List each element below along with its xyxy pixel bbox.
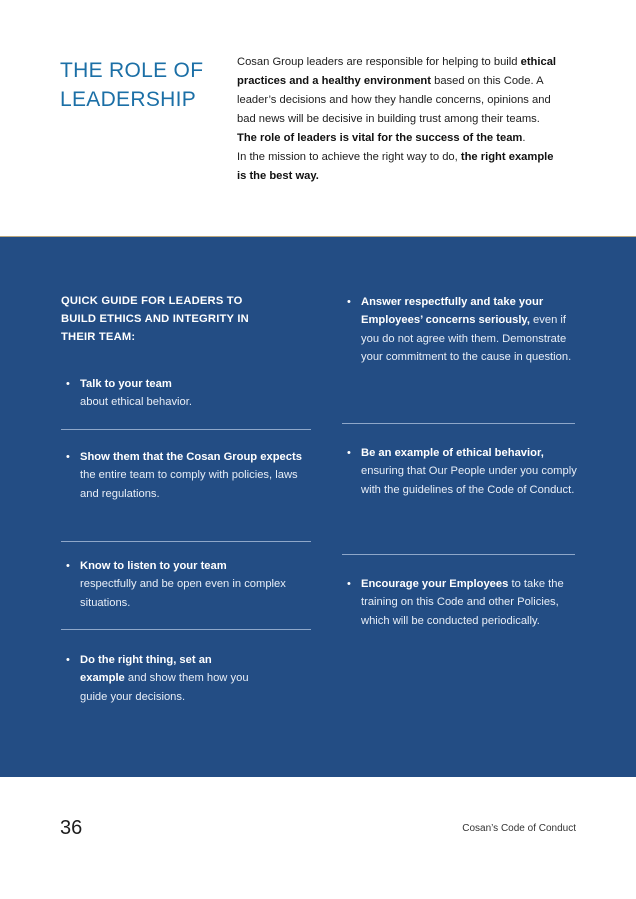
guide-item-bold: Encourage your Employees: [361, 578, 509, 590]
section-title-line2: LEADERSHIP: [60, 88, 197, 111]
bullet-icon: •: [66, 654, 70, 666]
guide-item-bold: Show them that the Cosan Group expects: [80, 451, 302, 463]
intro-p1-text-c: based on this Code. A leader’s decisions and how they handle concerns, opinions and bad news will be decisive in building trust among their teams.: [237, 75, 551, 125]
guide-item-text: the entire team to comply with policies, laws and regulations.: [80, 469, 298, 500]
bullet-icon: •: [347, 296, 351, 308]
bullet-icon: •: [66, 451, 70, 463]
guide-item-bold: Talk to your team: [80, 378, 172, 390]
intro-p2-bold: The role of leaders is vital for the success of the team: [237, 132, 523, 144]
guide-item-text: respectfully and be open even in complex situations.: [80, 578, 286, 609]
intro-paragraph-2: [237, 129, 557, 148]
divider: [342, 423, 575, 424]
intro-text: [237, 53, 557, 186]
divider: [61, 541, 311, 542]
guide-item-example: [347, 444, 583, 499]
intro-paragraph-3: [237, 148, 557, 186]
divider: [61, 629, 311, 630]
bullet-icon: •: [66, 378, 70, 390]
intro-p2-text: .: [522, 132, 526, 144]
guide-item-text: ensuring that Our People under you comply with the guidelines of the Code of Conduct.: [361, 465, 577, 496]
intro-paragraph-1: [237, 53, 557, 129]
guide-item-bold: Answer respectfully and take your Employees’ concerns seriously,: [361, 296, 544, 327]
section-title: [60, 56, 203, 114]
guide-item-bold: Do the right thing, set an example: [80, 654, 212, 685]
bullet-icon: •: [66, 560, 70, 572]
guide-item-right-thing: [66, 651, 252, 706]
guide-item-text: to take the training on this Code and other Policies, which will be conducted periodically.: [361, 578, 564, 627]
guide-item-bold: Know to listen to your team: [80, 560, 227, 572]
intro-p3-text: In the mission to achieve the right way to do,: [237, 151, 461, 163]
guide-item-expectations: [66, 448, 310, 503]
page-number: 36: [60, 817, 83, 839]
guide-item-talk: [66, 375, 310, 412]
divider: [61, 429, 311, 430]
bullet-icon: •: [347, 447, 351, 459]
guide-item-text: even if you do not agree with them. Demonstrate your commitment to the cause in question.: [361, 314, 572, 363]
bullet-icon: •: [347, 578, 351, 590]
intro-p1-text-a: Cosan Group leaders are responsible for helping to build: [237, 56, 521, 68]
guide-title: QUICK GUIDE FOR LEADERS TO BUILD ETHICS AND INTEGRITY IN THEIR TEAM:: [61, 295, 249, 343]
guide-item-answer: [347, 293, 583, 366]
guide-item-text: about ethical behavior.: [80, 396, 192, 409]
guide-item-encourage: [347, 575, 571, 630]
divider: [342, 554, 575, 555]
guide-item-bold: Be an example of ethical behavior,: [361, 447, 544, 459]
guide-item-listen: [66, 557, 310, 612]
intro-p3-bold: the right example is the best way.: [237, 151, 554, 182]
intro-p1-bold: ethical practices and a healthy environment: [237, 56, 557, 87]
guide-item-text: and show them how you guide your decisions.: [80, 672, 249, 703]
document-title: Cosan’s Code of Conduct: [462, 823, 576, 834]
section-title-line1: THE ROLE OF: [60, 59, 204, 82]
